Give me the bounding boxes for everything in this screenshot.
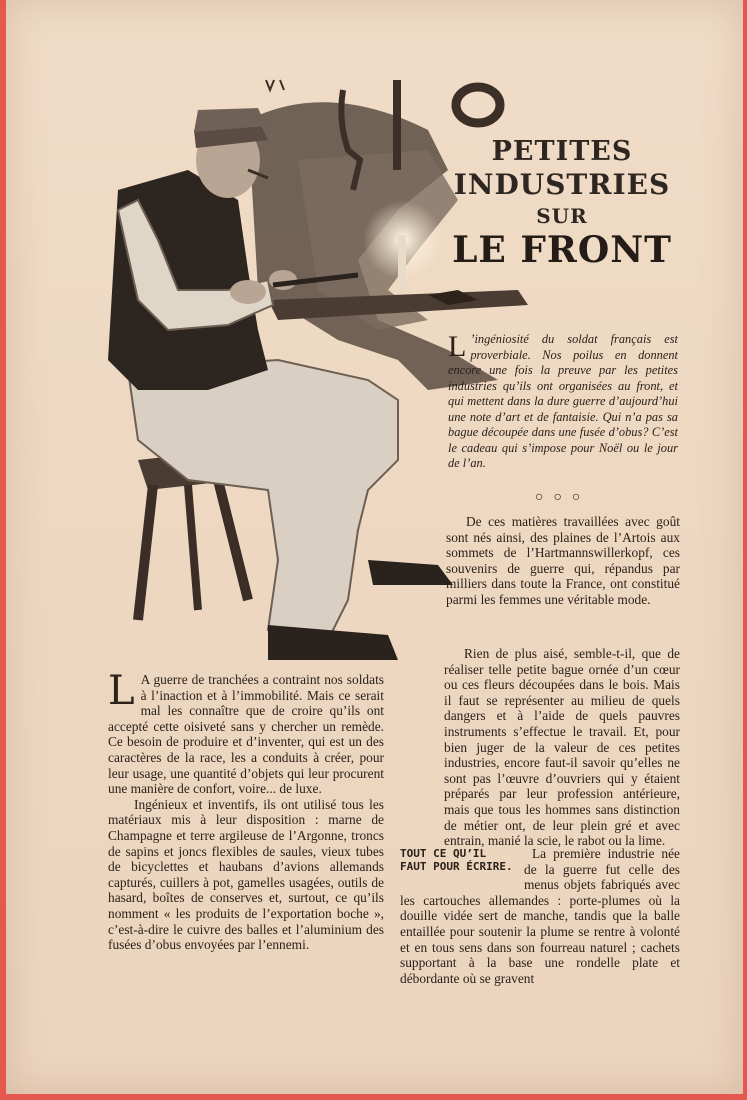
section-separator: ○○○	[535, 490, 591, 505]
intro-dropcap: L	[448, 330, 467, 363]
title-line-3: SUR	[536, 204, 588, 228]
right-paragraph-2: Rien de plus aisé, semble-t-il, que de réaliser telle petite bague ornée d’un cœur ou ces fleurs découpées dans le bois. Mais il faut se représenter au milieu de quels dangers et à l’aide de quels pauvres instruments s’effectue le travail. Et, pour bien juger de la valeur de ces petites industries, encore faut-il savoir qu’elles ne sont pas l’œuvre d’ouvriers qui y étaient préparés par leur profession antérieure, mais que tous les hommes sans distinction de métier ont, de leur plein gré et avec entrain, manié la scie, le rabot ou la lime.	[444, 646, 680, 849]
left-column	[108, 668, 384, 953]
section-subhead: TOUT CE QU’IL FAUT POUR ÉCRIRE.	[400, 847, 513, 873]
page	[6, 0, 743, 1094]
title-line-1: PETITES	[491, 136, 633, 167]
right-paragraph-3: La première industrie née de la guerre fut celle des menus objets fabriqués avec les cartouches allemandes : porte-plumes où la douille vidée sert de manche, tandis que la balle entaillée pour soutenir la plume se rentre à volonté et en tous sens dans son fourreau naturel ; cachets supportant à la base une rondelle plate et débordante où se gravent	[400, 846, 680, 986]
intro-paragraph	[448, 332, 678, 472]
left-dropcap: L	[108, 668, 135, 714]
right-column-middle	[400, 646, 680, 849]
intro-text: ’ingéniosité du soldat français est proverbiale. Nos poilus en donnent encore une fois la preuve par les petites industries qu’ils ont organisées au front, et qui mettent dans la dure guerre d’aujourd’hui une note d’art et de fantaisie. Qui n’a pas sa bague découpée dans une fusée d’obus? C’est le cadeau qui s’impose pour Noël ou le jour de l’an.	[448, 332, 678, 470]
left-paragraph-2: Ingénieux et inventifs, ils ont utilisé tous les matériaux mis à leur disposition : marne de Champagne et terre argileuse de l’Argonne, troncs de sapins et joncs flexibles de saules, vieux tubes de bicyclettes et haubans d’avions allemands capturés, cuillers à pot, gamelles usagées, outils de hasard, boîtes de conserves et, surtout, ce qu’ils nomment « les produits de l’exportation boche », c’est-à-dire le cuivre des balles et l’aluminium des fusées d’obus envoyées par l’ennemi.	[108, 796, 384, 953]
title-line-4: LE FRONT	[452, 229, 672, 271]
right-paragraph-1: De ces matières travaillées avec goût sont nés ainsi, des plaines de l’Artois aux sommets de l’Hartmannswillerkopf, ces souvenirs de guerre qui, répandus par milliers dans toute la France, ont constitué parmi les femmes une véritable mode.	[446, 514, 680, 607]
title-line-2: INDUSTRIES	[453, 168, 671, 201]
article-title	[442, 136, 682, 270]
right-column-upper	[446, 514, 680, 608]
left-paragraph-1: A guerre de tranchées a contraint nos soldats à l’inaction et à l’immobilité. Mais ce serait mal les connaître que de croire qu’ils ont accepté cette oisiveté sans y chercher un remède. Ce besoin de produire et d’inventer, qui est un des caractères de la race, les a conduits à créer, pour leur usage, une quantité d’objets qui leur procurent une manière de confort, voire... de luxe.	[108, 672, 384, 797]
